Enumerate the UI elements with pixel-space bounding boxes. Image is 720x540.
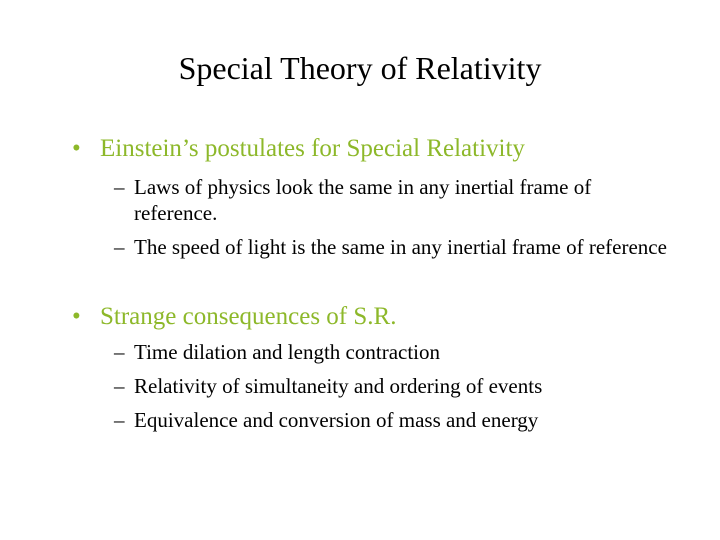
- subitem-text: Time dilation and length contraction: [134, 340, 441, 364]
- bullet-marker: •: [72, 303, 81, 330]
- bullet-marker: •: [72, 135, 81, 162]
- subitem-mass-energy: [114, 407, 674, 433]
- subitem-speed-of-light: [114, 234, 674, 286]
- subitem-text: Equivalence and conversion of mass and energy: [134, 408, 539, 432]
- subitem-text: The speed of light is the same in any inertial frame of reference: [134, 235, 667, 259]
- bullet-text: Strange consequences of S.R.: [100, 303, 397, 330]
- bullet-item-consequences: [72, 302, 672, 332]
- subitem-text: Laws of physics look the same in any inertial frame of reference.: [134, 175, 592, 225]
- dash-marker: –: [114, 175, 125, 199]
- dash-marker: –: [114, 408, 125, 432]
- dash-marker: –: [114, 340, 125, 364]
- subitem-simultaneity: [114, 373, 674, 399]
- subitem-laws-of-physics: [114, 174, 674, 226]
- bullet-text: Einstein’s postulates for Special Relativity: [100, 135, 525, 162]
- dash-marker: –: [114, 235, 125, 259]
- subitem-text: Relativity of simultaneity and ordering of events: [134, 374, 543, 398]
- subitem-time-dilation: [114, 339, 674, 365]
- dash-marker: –: [114, 374, 125, 398]
- slide-title: Special Theory of Relativity: [178, 50, 542, 86]
- bullet-item-postulates: [72, 134, 672, 164]
